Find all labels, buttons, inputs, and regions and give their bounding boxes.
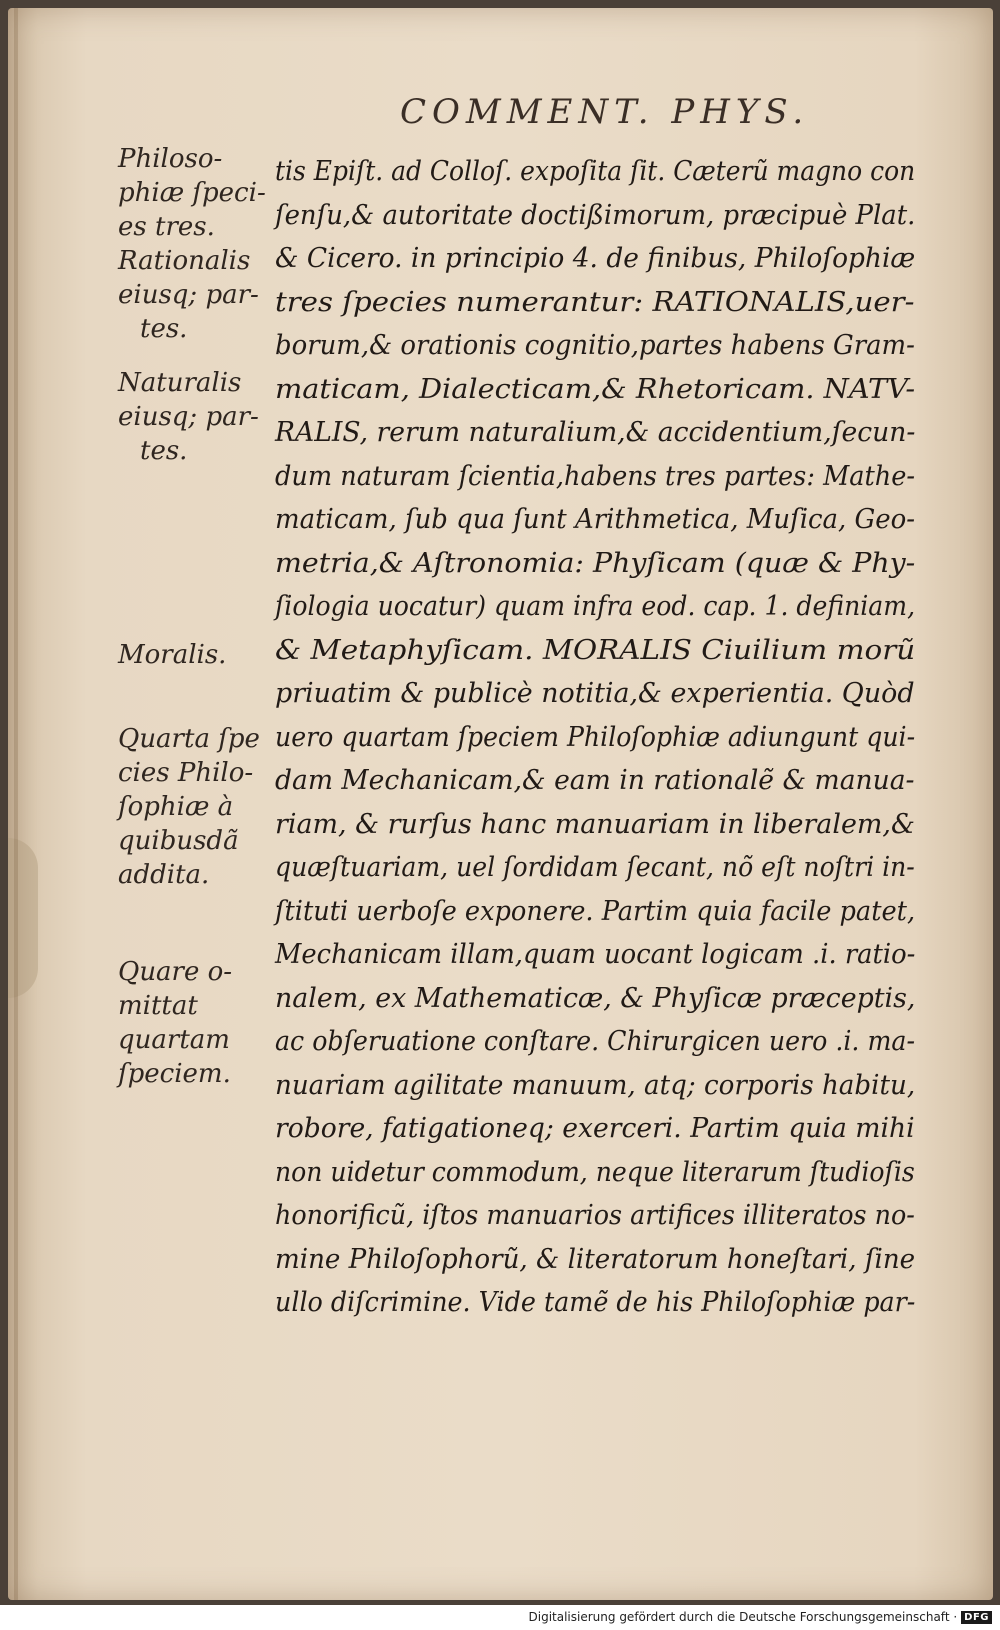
margin-line: Moralis. — [118, 640, 227, 670]
margin-note-quare — [118, 955, 268, 1091]
dfg-logo: DFG — [961, 1611, 992, 1624]
text-line: metria,& Aſtronomia: Phyſicam (quæ & Phy- — [275, 546, 916, 579]
margin-line: Quare o- — [118, 957, 233, 987]
margin-line: quibusdã — [118, 826, 239, 856]
margin-line: eiusq; par- — [118, 402, 259, 432]
text-line: quæſtuariam, uel ſordidam ſecant, nõ eſt noſtri in- — [275, 851, 915, 883]
text-line: ſtituti uerboſe exponere. Partim quia facile patet, — [275, 894, 916, 927]
text-line: dum naturam ſcientia,habens tres partes: Mathe- — [275, 459, 916, 492]
text-line: maticam, Dialecticam,& Rhetoricam. NATV- — [275, 372, 916, 405]
margin-line: tes. — [140, 314, 188, 344]
text-line: riam, & rurſus hanc manuariam in liberalem,& — [275, 807, 915, 840]
text-line: dam Mechanicam,& eam in rationalẽ & manua- — [275, 764, 915, 796]
margin-line: Quarta ſpe — [118, 724, 260, 754]
margin-line: ſpeciem. — [118, 1059, 231, 1089]
margin-note-quarta — [118, 722, 268, 892]
running-title: COMMENT. PHYS. — [400, 92, 810, 132]
margin-line: tes. — [140, 436, 188, 466]
text-line: nalem, ex Mathematicæ, & Phyſicæ præceptis, — [275, 981, 916, 1014]
text-line: & Cicero. in principio 4. de finibus, Philoſophiæ — [275, 242, 916, 274]
text-line: robore, fatigationeq; exerceri. Partim quia mihi — [275, 1112, 915, 1144]
main-text-block — [275, 150, 915, 1325]
margin-line: addita. — [118, 860, 210, 890]
text-line: borum,& orationis cognitio,partes habens Gram- — [275, 329, 915, 361]
text-line: ſiologia uocatur) quam infra eod. cap. 1. definiam, — [275, 590, 916, 622]
text-line: ſenſu,& autoritate doctißimorum, præcipuè Plat. — [275, 198, 916, 231]
margin-line: Philoso- — [118, 144, 223, 174]
text-line: priuatim & publicè notitia,& experientia. Quòd — [275, 677, 915, 709]
margin-line: ſophiæ à — [118, 792, 234, 822]
margin-note-species — [118, 142, 268, 346]
text-line: nuariam agilitate manuum, atq; corporis habitu, — [275, 1068, 916, 1101]
text-line: non uidetur commodum, neque literarum ſtudioſis — [275, 1155, 915, 1188]
digitization-credit — [529, 1610, 992, 1624]
margin-line: Naturalis — [118, 368, 242, 398]
margin-line: phiæ ſpeci- — [118, 178, 266, 208]
text-line: tis Epiſt. ad Colloſ. expoſita ſit. Cæterũ magno con — [275, 155, 916, 187]
text-line: honorificũ, iſtos manuarios artifices illiteratos no- — [275, 1199, 915, 1231]
text-line: mine Philoſophorũ, & literatorum honeſtari, ſine — [275, 1242, 916, 1275]
margin-line: Rationalis — [118, 246, 251, 276]
page-fold — [8, 838, 38, 998]
text-line: RALIS, rerum naturalium,& accidentium,ſecun- — [275, 416, 916, 448]
text-line: uero quartam ſpeciem Philoſophiæ adiungunt qui- — [275, 720, 916, 753]
margin-line: es tres. — [118, 212, 215, 242]
margin-note-naturalis — [118, 366, 268, 468]
credit-text: Digitalisierung gefördert durch die Deutsche Forschungsgemeinschaft · — [528, 1610, 958, 1624]
margin-note-moralis — [118, 638, 268, 672]
text-line: ullo diſcrimine. Vide tamẽ de his Philoſophiæ par- — [275, 1286, 916, 1318]
margin-line: eiusq; par- — [118, 280, 259, 310]
text-line: maticam, ſub qua ſunt Arithmetica, Muſica, Geo- — [275, 503, 916, 535]
margin-line: mittat — [118, 991, 198, 1021]
text-line: & Metaphyſicam. MORALIS Ciuilium morũ — [275, 633, 916, 666]
text-line: Mechanicam illam,quam uocant logicam .i. ratio- — [275, 938, 916, 970]
margin-line: cies Philo- — [118, 758, 254, 788]
text-line: tres ſpecies numerantur: RATIONALIS,uer- — [275, 285, 915, 318]
text-line: ac obſeruatione conſtare. Chirurgicen uero .i. ma- — [275, 1025, 916, 1057]
margin-line: quartam — [118, 1025, 230, 1055]
